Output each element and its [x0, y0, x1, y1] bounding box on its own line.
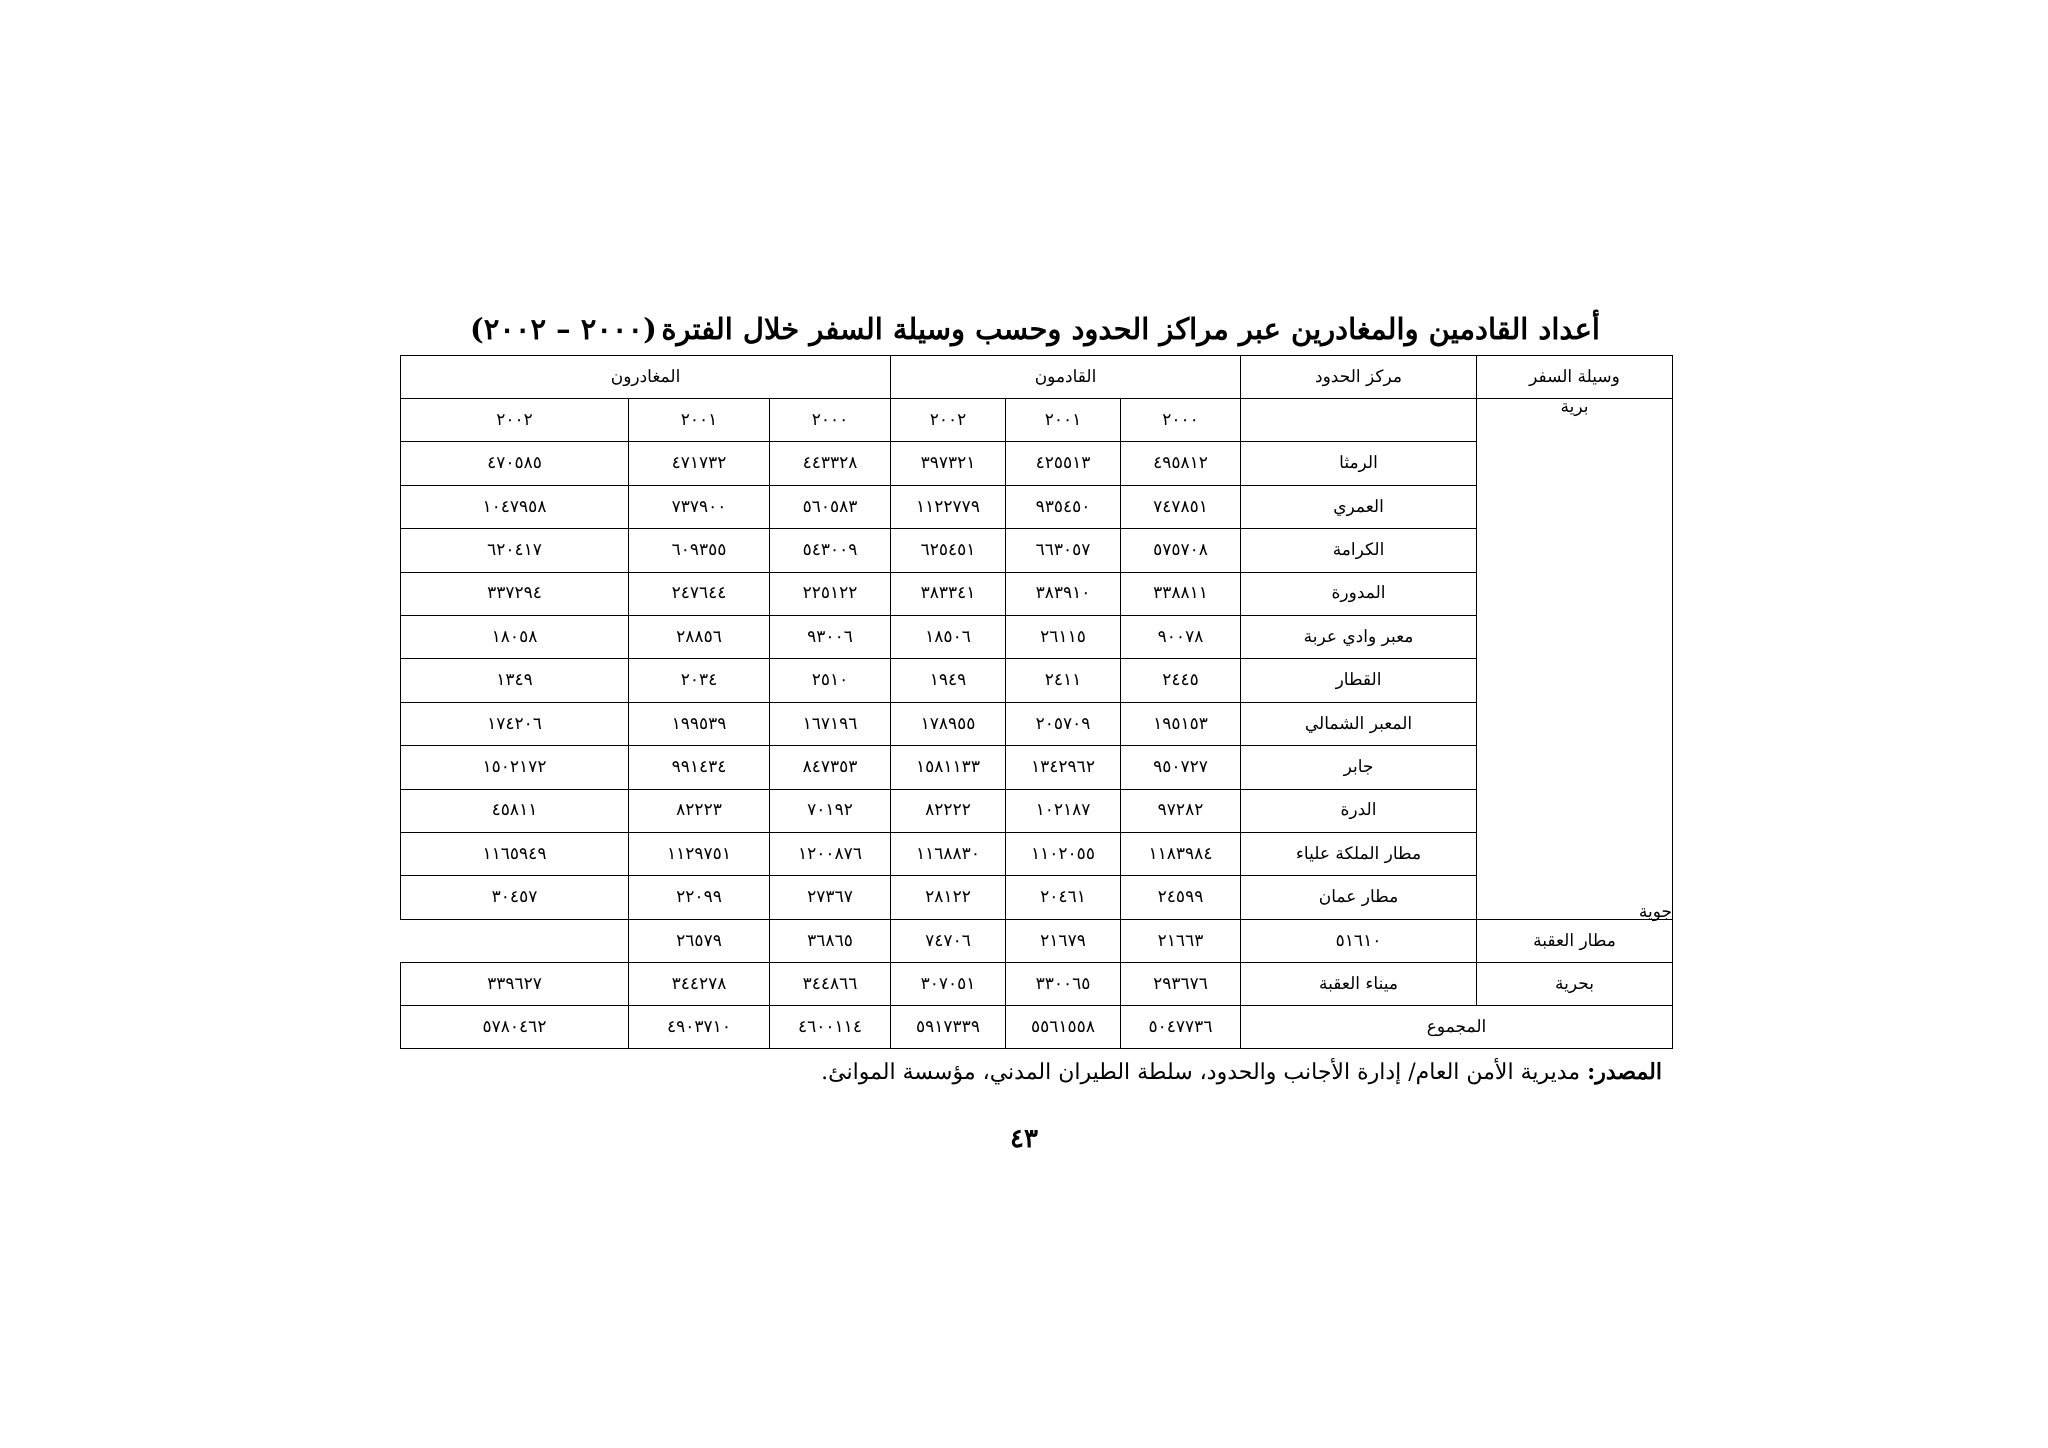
- cell-a2001: ٢١٦٦٣: [1121, 920, 1241, 963]
- cell-a2000: ٢٤٤٥: [1121, 659, 1241, 702]
- cell-d2001: ٢٨٨٥٦: [629, 616, 770, 659]
- center-name: العمري: [1241, 485, 1477, 528]
- cell-a2000: ٣٣٨٨١١: [1121, 572, 1241, 615]
- mode-sea-label: بحرية: [1555, 973, 1594, 994]
- cell-a2002: ١٩٤٩: [891, 659, 1006, 702]
- table-title: [400, 308, 1672, 350]
- cell-d2001: ٢٢٠٩٩: [629, 876, 770, 920]
- arrivals-year-2001: ٢٠٠١: [1006, 399, 1121, 442]
- cell-a2001: ٩٣٥٤٥٠: [1006, 485, 1121, 528]
- cell-a2001: ٢٦١١٥: [1006, 616, 1121, 659]
- cell-a2000: ١٩٥١٥٣: [1121, 702, 1241, 745]
- cell-a2002: ٢١٦٧٩: [1006, 920, 1121, 963]
- years-center-empty: [1241, 399, 1477, 442]
- cell-d2001: ٧٣٧٩٠٠: [629, 485, 770, 528]
- cell-a2000: ٩٥٠٧٢٧: [1121, 746, 1241, 789]
- cell-a2000: ٢٩٣٦٧٦: [1121, 963, 1241, 1006]
- cell-a2001: ٢٠٤٦١: [1006, 876, 1121, 920]
- cell-a2001: ٢٠٥٧٠٩: [1006, 702, 1121, 745]
- cell-d2002: ٣٣٩٦٢٧: [401, 963, 629, 1006]
- center-name: الكرامة: [1241, 529, 1477, 572]
- cell-a2000: ٥٧٥٧٠٨: [1121, 529, 1241, 572]
- arrivals-year-2002: ٢٠٠٢: [891, 399, 1006, 442]
- cell-d2000: ٣٤٤٨٦٦: [770, 963, 891, 1006]
- title-years-text: (٢٠٠٠ – ٢٠٠٢): [470, 312, 657, 346]
- cell-d2000: ٧٤٧٠٦: [891, 920, 1006, 963]
- source-text: مديرية الأمن العام/ إدارة الأجانب والحدود، سلطة الطيران المدني، مؤسسة الموانئ.: [821, 1060, 1588, 1085]
- years-row: [401, 399, 1673, 442]
- header-mode: وسيلة السفر: [1477, 356, 1673, 399]
- cell-d2000: ٥٦٠٥٨٣: [770, 485, 891, 528]
- cell-a2001: ١٠٢١٨٧: [1006, 789, 1121, 832]
- cell-d2001: ٤٧١٧٣٢: [629, 442, 770, 485]
- cell-d2000: ٢٥١٠: [770, 659, 891, 702]
- cell-a2001: ٣٣٠٠٦٥: [1006, 963, 1121, 1006]
- center-name: مطار العقبة: [1477, 920, 1673, 963]
- cell-a2002: ١١٢٢٧٧٩: [891, 485, 1006, 528]
- cell-a2002: ١٨٥٠٦: [891, 616, 1006, 659]
- cell-d2001: ٢٠٣٤: [629, 659, 770, 702]
- header-departures: المغادرون: [401, 356, 891, 399]
- total-d2001: ٤٩٠٣٧١٠: [629, 1006, 770, 1049]
- cell-d2001: ٣٦٨٦٥: [770, 920, 891, 963]
- departures-year-2001: ٢٠٠١: [629, 399, 770, 442]
- departures-year-2002: ٢٠٠٢: [401, 399, 629, 442]
- cell-a2000: ٢٤٥٩٩: [1121, 876, 1241, 920]
- cell-a2002: ٢٨١٢٢: [891, 876, 1006, 920]
- border-traffic-table: [400, 355, 1673, 1049]
- total-d2000: ٤٦٠٠١١٤: [770, 1006, 891, 1049]
- cell-d2002: ٤٥٨١١: [401, 789, 629, 832]
- total-d2002: ٥٧٨٠٤٦٢: [401, 1006, 629, 1049]
- center-name: مطار عمان: [1241, 876, 1477, 920]
- mode-land-label: برية: [1560, 397, 1589, 417]
- cell-d2002: ١١٦٥٩٤٩: [401, 833, 629, 876]
- source-label: المصدر:: [1587, 1059, 1662, 1085]
- center-name: المعبر الشمالي: [1241, 702, 1477, 745]
- center-name: مطار الملكة علياء: [1241, 833, 1477, 876]
- center-name: الدرة: [1241, 789, 1477, 832]
- cell-d2002: ١٧٤٢٠٦: [401, 702, 629, 745]
- center-name: جابر: [1241, 746, 1477, 789]
- cell-d2000: ٢٧٣٦٧: [770, 876, 891, 920]
- cell-d2002: ٤٧٠٥٨٥: [401, 442, 629, 485]
- cell-a2002: ٦٢٥٤٥١: [891, 529, 1006, 572]
- header-arrivals: القادمون: [891, 356, 1241, 399]
- cell-a2001: ١١٠٢٠٥٥: [1006, 833, 1121, 876]
- total-a2002: ٥٩١٧٣٣٩: [891, 1006, 1006, 1049]
- departures-year-2000: ٢٠٠٠: [770, 399, 891, 442]
- cell-d2001: ١١٢٩٧٥١: [629, 833, 770, 876]
- cell-d2000: ٤٤٣٣٢٨: [770, 442, 891, 485]
- cell-d2000: ٧٠١٩٢: [770, 789, 891, 832]
- table-row: [401, 920, 1673, 963]
- cell-a2000: ٥١٦١٠: [1241, 920, 1477, 963]
- cell-a2001: ١٣٤٢٩٦٢: [1006, 746, 1121, 789]
- cell-a2002: ٣٠٧٠٥١: [891, 963, 1006, 1006]
- cell-a2001: ٢٤١١: [1006, 659, 1121, 702]
- cell-d2000: ٥٤٣٠٠٩: [770, 529, 891, 572]
- center-name: ميناء العقبة: [1241, 963, 1477, 1006]
- total-a2001: ٥٥٦١٥٥٨: [1006, 1006, 1121, 1049]
- cell-a2002: ١٥٨١١٣٣: [891, 746, 1006, 789]
- total-label: المجموع: [1241, 1006, 1673, 1049]
- cell-d2000: ١٦٧١٩٦: [770, 702, 891, 745]
- cell-a2000: ١١٨٣٩٨٤: [1121, 833, 1241, 876]
- total-row: [401, 1006, 1673, 1049]
- cell-d2000: ٩٣٠٠٦: [770, 616, 891, 659]
- cell-d2002: ١٨٠٥٨: [401, 616, 629, 659]
- center-name: المدورة: [1241, 572, 1477, 615]
- cell-d2002: ١٣٤٩: [401, 659, 629, 702]
- cell-a2002: ٣٩٧٣٢١: [891, 442, 1006, 485]
- cell-d2002: ٣٠٤٥٧: [401, 876, 629, 920]
- cell-d2002: ٦٢٠٤١٧: [401, 529, 629, 572]
- center-name: القطار: [1241, 659, 1477, 702]
- cell-d2002: ١٠٤٧٩٥٨: [401, 485, 629, 528]
- cell-a2001: ٣٨٣٩١٠: [1006, 572, 1121, 615]
- cell-a2001: ٦٦٣٠٥٧: [1006, 529, 1121, 572]
- center-name: الرمثا: [1241, 442, 1477, 485]
- cell-d2002: ١٥٠٢١٧٢: [401, 746, 629, 789]
- title-main-text: أعداد القادمين والمغادرين عبر مراكز الحدود وحسب وسيلة السفر خلال الفترة: [661, 312, 1600, 346]
- cell-d2000: ٢٢٥١٢٢: [770, 572, 891, 615]
- cell-d2001: ٩٩١٤٣٤: [629, 746, 770, 789]
- cell-d2002: ٢٦٥٧٩: [629, 920, 770, 963]
- cell-a2000: ٩٠٠٧٨: [1121, 616, 1241, 659]
- cell-a2000: ٧٤٧٨٥١: [1121, 485, 1241, 528]
- arrivals-year-2000: ٢٠٠٠: [1121, 399, 1241, 442]
- cell-a2002: ١١٦٨٨٣٠: [891, 833, 1006, 876]
- page-number: ٤٣: [1010, 1124, 1038, 1154]
- cell-d2001: ٣٤٤٢٧٨: [629, 963, 770, 1006]
- total-a2000: ٥٠٤٧٧٣٦: [1121, 1006, 1241, 1049]
- cell-d2001: ٢٤٧٦٤٤: [629, 572, 770, 615]
- cell-a2001: ٤٢٥٥١٣: [1006, 442, 1121, 485]
- mode-sea: [1477, 963, 1673, 1006]
- cell-d2001: ٦٠٩٣٥٥: [629, 529, 770, 572]
- table-row: [401, 963, 1673, 1006]
- cell-a2002: ٣٨٣٣٤١: [891, 572, 1006, 615]
- cell-a2000: ٩٧٢٨٢: [1121, 789, 1241, 832]
- cell-a2000: ٤٩٥٨١٢: [1121, 442, 1241, 485]
- center-name: معبر وادي عربة: [1241, 616, 1477, 659]
- header-row: [401, 356, 1673, 399]
- cell-a2002: ٨٢٢٢٢: [891, 789, 1006, 832]
- cell-d2001: ٨٢٢٢٣: [629, 789, 770, 832]
- cell-a2002: ١٧٨٩٥٥: [891, 702, 1006, 745]
- header-center: مركز الحدود: [1241, 356, 1477, 399]
- source-note: [400, 1052, 1662, 1093]
- mode-air-label: جوية: [1638, 902, 1672, 922]
- cell-d2002: ٣٣٧٢٩٤: [401, 572, 629, 615]
- mode-land: [1477, 399, 1673, 920]
- cell-d2000: ١٢٠٠٨٧٦: [770, 833, 891, 876]
- cell-d2001: ١٩٩٥٣٩: [629, 702, 770, 745]
- cell-d2000: ٨٤٧٣٥٣: [770, 746, 891, 789]
